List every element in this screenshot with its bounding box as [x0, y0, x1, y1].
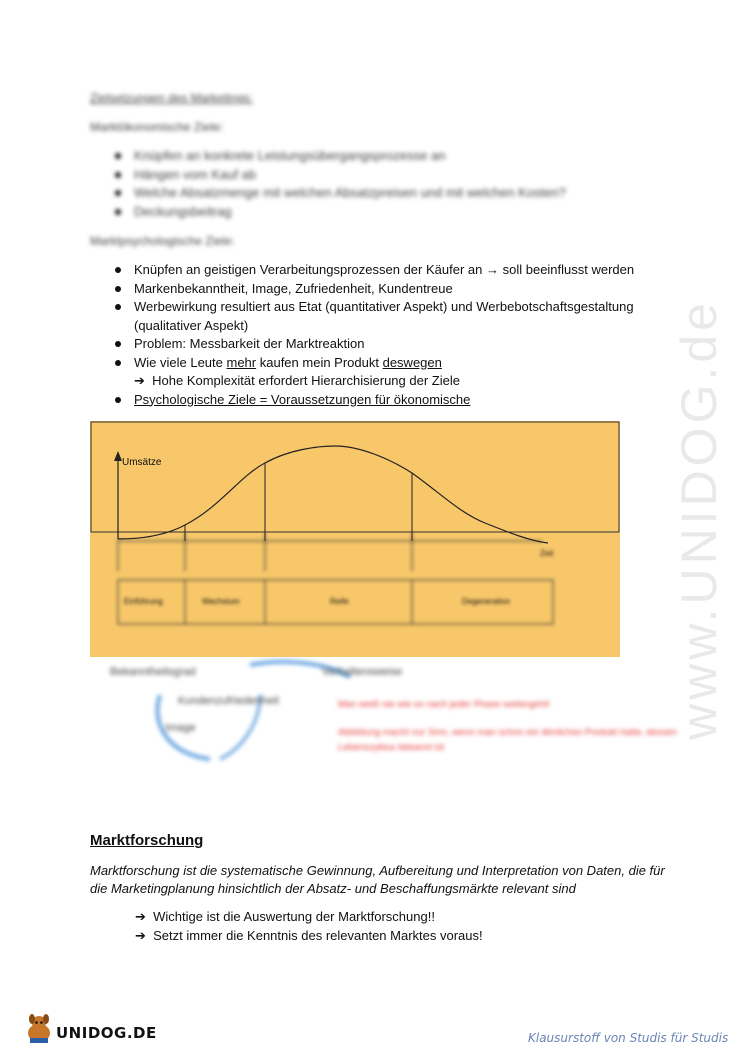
arrow-icon: ➔ [134, 373, 145, 388]
awareness-label: Bekanntheitsgrad [110, 666, 196, 678]
list-item: Deckungsbeitrag [112, 203, 632, 222]
blurred-subheading-1: Marktökonomische Ziele: [90, 120, 224, 134]
behavior-label: Verhaltensweise [322, 666, 403, 678]
logo-text: UNIDOG.DE [56, 1024, 157, 1042]
list-item: Hängen vom Kauf ab [112, 166, 632, 185]
lifecycle-diagram [90, 421, 620, 657]
arrow-icon: ➔ [135, 928, 146, 943]
definition-text: Marktforschung ist die systematische Gewinnung, Aufbereitung und Interpretation von Daten, die für die Marketingplanung hinsichtlich der Absatz- und Beschaffungsmärkte relevant sind [90, 863, 665, 896]
lifecycle-svg [90, 421, 620, 657]
blurred-subheading-2: Marktpsychologische Ziele: [90, 234, 235, 248]
section-title: Marktforschung [90, 832, 204, 849]
image-label: Image [165, 722, 196, 734]
watermark: www.UNIDOG.de [671, 299, 727, 740]
footer-tagline: Klausurstoff von Studis für Studis [528, 1031, 729, 1045]
arrow-icon: ➔ [135, 909, 146, 924]
list-item: Knüpfen an konkrete Leistungsübergangsprozesse an [112, 147, 632, 166]
list-item: Problem: Messbarkeit der Marktreaktion [112, 335, 652, 354]
satisfaction-label: Kundenzufriedenheit [178, 695, 279, 707]
point-1: ➔ Wichtige ist die Auswertung der Marktforschung!! [135, 909, 435, 924]
psych-goals-list [112, 261, 652, 409]
list-item: Markenbekanntheit, Image, Zufriedenheit, Kundentreue [112, 280, 652, 299]
list-item: Knüpfen an geistigen Verarbeitungsprozessen der Käufer an → soll beeinflusst werden [112, 261, 652, 280]
x-axis-label: Zeit [540, 549, 554, 558]
list-item: Wie viele Leute mehr kaufen mein Produkt deswegen [112, 354, 652, 373]
red-note-2: Abbildung macht nur Sinn, wenn man schon ein ähnliches Produkt hatte, dessen Lebenszyklus bekannt ist [338, 727, 678, 753]
point-2: ➔ Setzt immer die Kenntnis des relevanten Marktes voraus! [135, 928, 483, 943]
phase-label-decline: Degeneration [462, 597, 511, 606]
blurred-list-1 [112, 147, 632, 221]
list-item: Psychologische Ziele = Voraussetzungen für ökonomische [112, 391, 652, 410]
phase-label-growth: Wachstum [202, 597, 240, 606]
dog-mascot-icon [22, 1012, 56, 1046]
blurred-heading: Zielsetzungen des Marketings: [90, 91, 253, 105]
red-note-1: Man weiß nie wie es nach jeder Phase weitergeht! [338, 699, 550, 710]
list-subitem: ➔ Hohe Komplexität erfordert Hierarchisierung der Ziele [134, 373, 460, 388]
unidog-logo [22, 1012, 157, 1050]
list-item: Welche Absatzmenge mit welchen Absatzpreisen und mit welchen Kosten? [112, 184, 632, 203]
phase-label-maturity: Reife [330, 597, 349, 606]
phase-label-intro: Einführung [124, 597, 163, 606]
arrow-icon: → [485, 262, 499, 277]
list-item: Werbewirkung resultiert aus Etat (quantitativer Aspekt) und Werbebotschaftsgestaltung (qualitativer Aspekt) [112, 298, 652, 335]
diagram-background [90, 421, 620, 657]
y-axis-label: Umsätze [122, 457, 162, 468]
